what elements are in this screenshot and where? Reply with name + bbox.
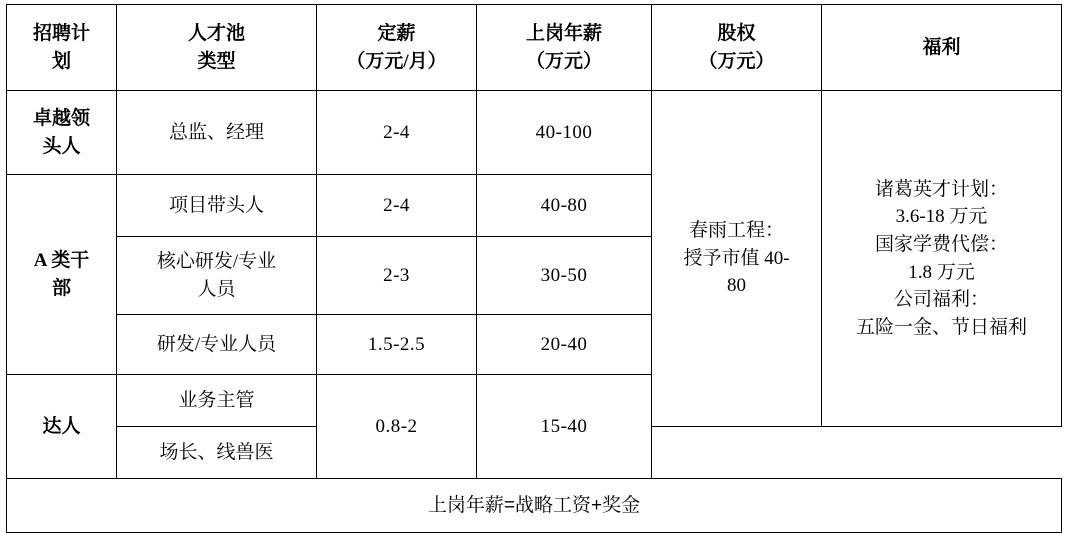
header-fixed-salary-line2: （万元/月） [346, 50, 447, 72]
row-plan-a-class-line2: 部 [51, 277, 71, 299]
header-talent-pool-line2: 类型 [197, 50, 236, 72]
fixed-salary-r4: 1.5-2.5 [317, 315, 477, 375]
equity-line2: 授予市值 40- [683, 247, 790, 269]
row-plan-a-class-cadre [7, 175, 117, 375]
table-note-row [7, 479, 1062, 533]
fixed-salary-r2: 2-4 [317, 175, 477, 237]
header-annual-salary-line2: （万元） [525, 50, 602, 72]
pool-core-rd-line1: 核心研发/专业 [156, 250, 277, 272]
header-benefit-line1: 福利 [922, 36, 961, 58]
header-equity-line2: （万元） [698, 50, 775, 72]
benefit-line4: 1.8 万元 [908, 261, 975, 283]
header-fixed-salary-line1: 定薪 [377, 22, 416, 44]
header-talent-pool-type [117, 5, 317, 91]
fixed-salary-r3: 2-3 [317, 237, 477, 315]
header-annual-salary [477, 5, 652, 91]
pool-core-rd-line2: 人员 [197, 278, 236, 300]
row-plan-excellent-leader [7, 91, 117, 175]
benefit-line6: 五险一金、节日福利 [855, 316, 1027, 338]
fixed-salary-r5: 0.8-2 [317, 375, 477, 479]
annual-salary-r2: 40-80 [477, 175, 652, 237]
pool-project-leader: 项目带头人 [117, 175, 317, 237]
pool-core-rd-professional [117, 237, 317, 315]
header-recruit-plan-line2: 划 [51, 50, 71, 72]
annual-salary-r1: 40-100 [477, 91, 652, 175]
table-header-row [7, 5, 1062, 91]
row-plan-a-class-line1: A 类干 [33, 249, 90, 271]
pool-director-manager: 总监、经理 [117, 91, 317, 175]
table-row [7, 91, 1062, 175]
equity-line3: 80 [727, 275, 746, 297]
header-annual-salary-line1: 上岗年薪 [525, 22, 602, 44]
header-recruit-plan-line1: 招聘计 [32, 22, 90, 44]
benefit-cell [822, 91, 1062, 427]
pool-rd-professional: 研发/专业人员 [117, 315, 317, 375]
header-equity-line1: 股权 [717, 22, 756, 44]
row-plan-excellent-leader-line1: 卓越领 [32, 107, 90, 129]
row-plan-excellent-leader-line2: 头人 [42, 135, 81, 157]
annual-salary-r3: 30-50 [477, 237, 652, 315]
pool-farm-manager-veterinarian: 场长、线兽医 [117, 427, 317, 479]
benefit-line5: 公司福利： [893, 289, 989, 311]
pool-business-supervisor: 业务主管 [117, 375, 317, 427]
recruitment-plan-table [6, 4, 1062, 533]
header-benefit [822, 5, 1062, 91]
equity-line1: 春雨工程： [688, 220, 784, 242]
table-note: 上岗年薪=战略工资+奖金 [7, 479, 1062, 533]
benefit-line1: 诸葛英才计划： [874, 178, 1008, 200]
benefit-line3: 国家学费代偿： [874, 233, 1008, 255]
row-plan-talent: 达人 [7, 375, 117, 479]
header-fixed-salary [317, 5, 477, 91]
fixed-salary-r1: 2-4 [317, 91, 477, 175]
annual-salary-r5: 15-40 [477, 375, 652, 479]
annual-salary-r4: 20-40 [477, 315, 652, 375]
header-equity [652, 5, 822, 91]
header-talent-pool-line1: 人才池 [187, 22, 245, 44]
header-recruit-plan [7, 5, 117, 91]
equity-cell [652, 91, 822, 427]
benefit-line2: 3.6-18 万元 [895, 206, 988, 228]
